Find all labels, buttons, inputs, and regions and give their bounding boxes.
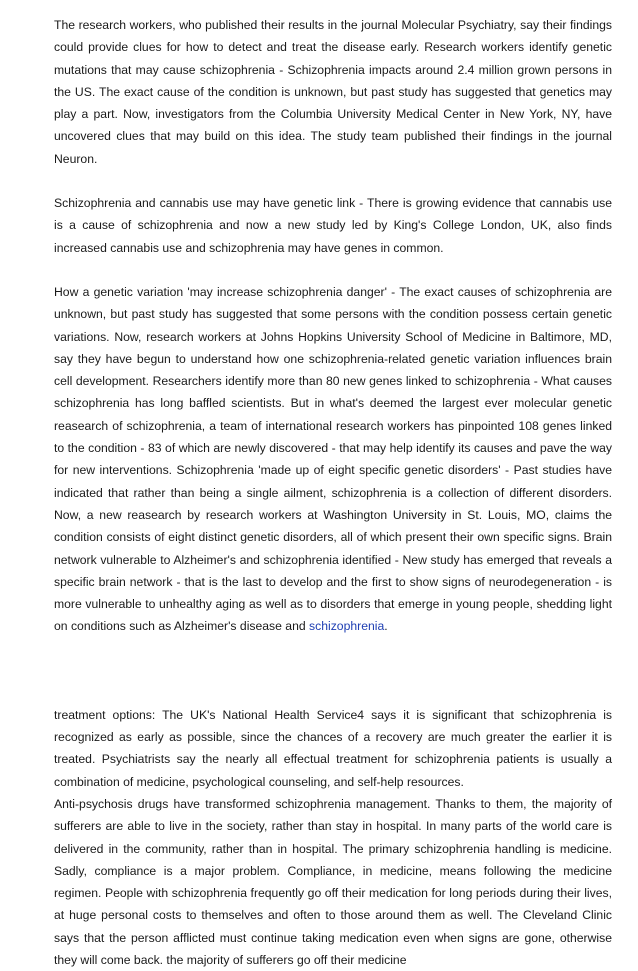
paragraph-end-punctuation: . — [384, 619, 388, 634]
paragraph-molecular-psychiatry: The research workers, who published their results in the journal Molecular Psychiatry, say their findings could provide clues for how to detect and treat the disease early. Research workers identify genetic mutations that may cause schizophrenia - Schizophrenia impacts around 2.4 million grown persons in the US. The exact cause of the condition is unknown, but past study has suggested that genetics may play a part. Now, investigators from the Columbia University Medical Center in New York, NY, have uncovered clues that may build on this idea. The study team published their findings in the journal Neuron. — [54, 18, 612, 166]
schizophrenia-link[interactable]: schizophrenia — [309, 619, 385, 634]
paragraph-spacer — [54, 259, 612, 281]
paragraph-cannabis-link: Schizophrenia and cannabis use may have genetic link - There is growing evidence that cannabis use is a cause of schizophrenia and now a new study led by King's College London, UK, also finds increased cannabis use and schizophrenia may have genes in common. — [54, 196, 612, 255]
paragraph-spacer — [54, 170, 612, 192]
paragraph-genetic-variation — [54, 281, 612, 638]
paragraph-genetic-variation-text: How a genetic variation 'may increase schizophrenia danger' - The exact causes of schizophrenia are unknown, but past study has suggested that some persons with the condition possess certain genetic variations. Now, research workers at Johns Hopkins University School of Medicine in Baltimore, MD, say they have begun to understand how one schizophrenia-related genetic variation influences brain cell development. Researchers identify more than 80 new genes linked to schizophrenia - What causes schizophrenia has long baffled scientists. But in what's deemed the largest ever molecular genetic reasearch of schizophrenia, a team of international research workers has pinpointed 108 genes linked to the condition - 83 of which are newly discovered - that may help identify its causes and pave the way for new interventions. Schizophrenia 'made up of eight specific genetic disorders' - Past studies have indicated that rather than being a single ailment, schizophrenia is a collection of different disorders. Now, a new reasearch by research workers at Washington University in St. Louis, MO, claims the condition consists of eight distinct genetic disorders, all of which present their own specific signs. Brain network vulnerable to Alzheimer's and schizophrenia identified - New study has emerged that reveals a specific brain network - that is the last to develop and the first to show signs of neurodegeneration - is more vulnerable to unhealthy aging as well as to disorders that emerge in young people, shedding light on conditions such as Alzheimer's disease and — [54, 284, 612, 634]
section-spacer — [54, 638, 612, 704]
paragraph-treatment-options: treatment options: The UK's National Health Service4 says it is significant that schizophrenia is recognized as early as possible, since the chances of a recovery are much greater the earlier it is treated. Psychiatrists say the nearly all effectual treatment for schizophrenia patients is usually a combination of medicine, psychological counseling, and self-help resources. — [54, 707, 612, 789]
document-page — [54, 14, 612, 971]
paragraph-anti-psychosis-drugs: Anti-psychosis drugs have transformed schizophrenia management. Thanks to them, the majority of sufferers are able to live in the society, rather than stay in hospital. In many parts of the world care is delivered in the community, rather than in hospital. The primary schizophrenia handling is medicine. Sadly, compliance is a major problem. Compliance, in medicine, means following the medicine regimen. People with schizophrenia frequently go off their medication for long periods during their lives, at huge personal costs to themselves and often to those around them as well. The Cleveland Clinic says that the person afflicted must continue taking medication even when signs are gone, otherwise they will come back. the majority of sufferers go off their medicine — [54, 796, 612, 967]
